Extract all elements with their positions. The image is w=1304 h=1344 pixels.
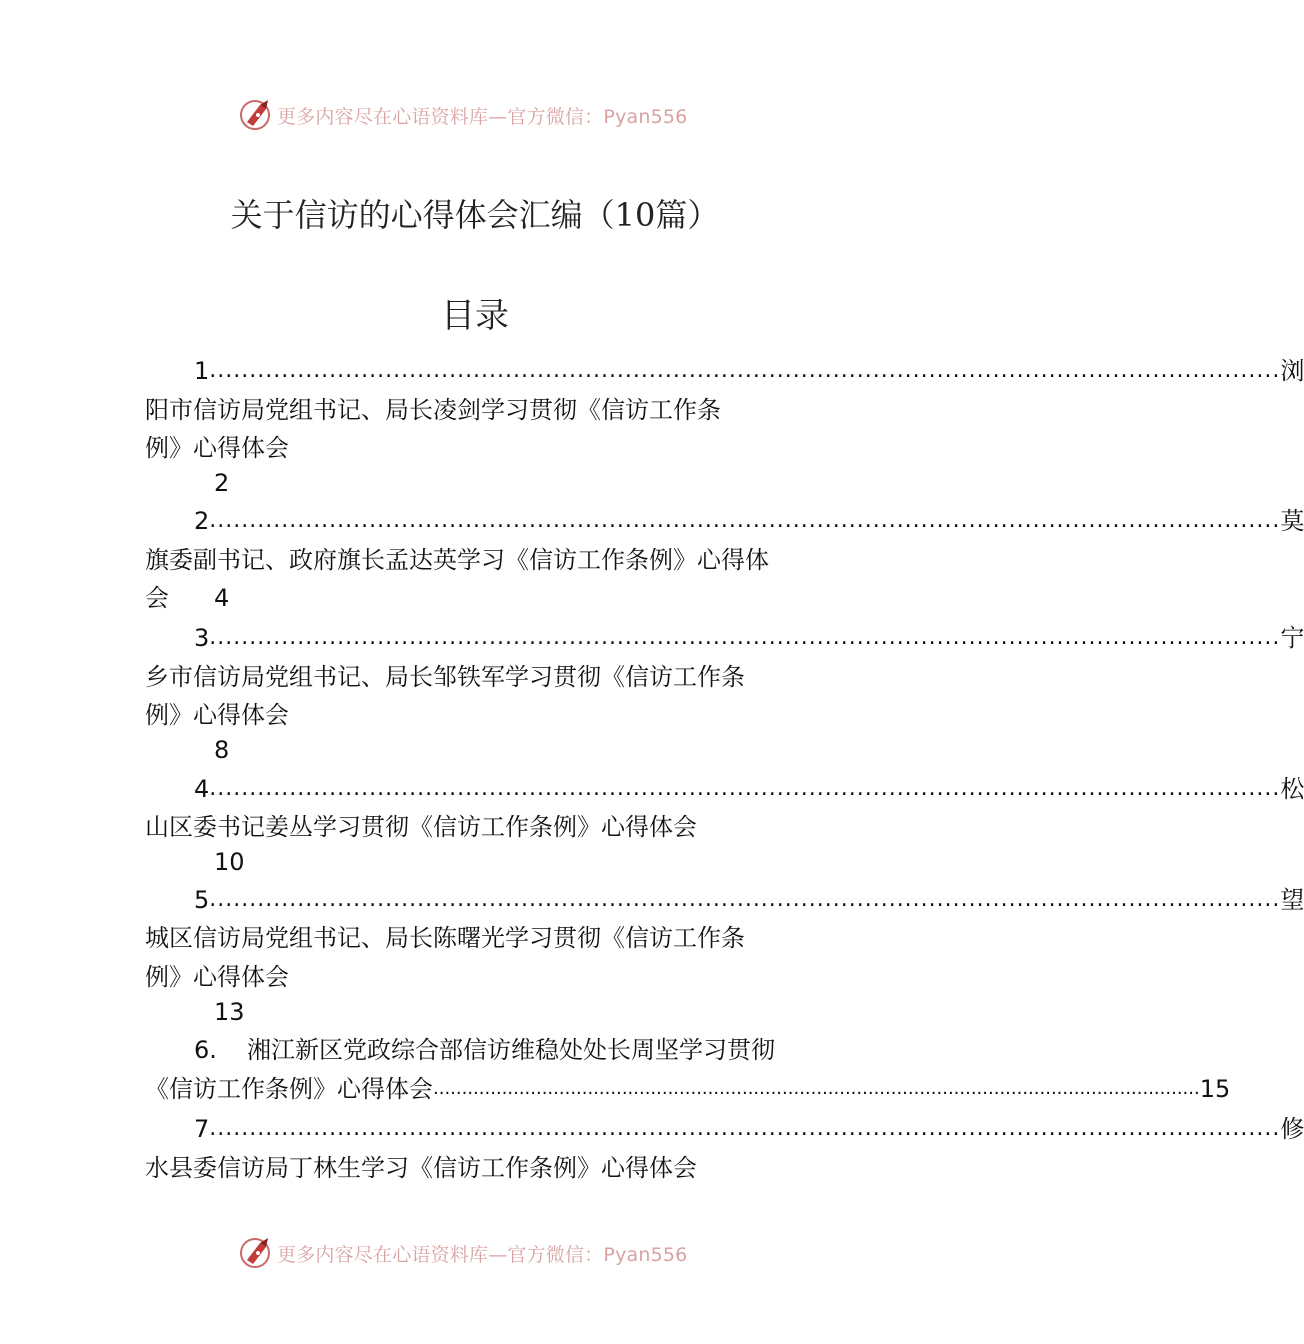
toc-entry-first-char: 宁: [1280, 624, 1304, 652]
toc-entry-6-page: 15: [1199, 1075, 1231, 1103]
toc-entry-number: 7: [194, 1115, 210, 1143]
toc-entry-1-lead[interactable]: [194, 356, 1304, 386]
toc-entry-number: 1: [194, 357, 210, 385]
banner-text: 更多内容尽在心语资料库—官方微信：Pyan556: [277, 106, 688, 128]
toc-leader-dots: ......................................................................................................................................: [209, 358, 1281, 383]
toc-entry-3-text: 例》心得体会: [145, 701, 289, 729]
footer-banner: [0, 1232, 950, 1276]
toc-entry-number: 5: [194, 886, 210, 914]
toc-entry-6-text[interactable]: 湘江新区党政综合部信访维稳处处长周坚学习贯彻: [247, 1036, 775, 1064]
toc-entry-5-lead[interactable]: [194, 885, 1304, 915]
toc-entry-6-text: 《信访工作条例》心得体会: [145, 1075, 433, 1103]
toc-entry-2-lead[interactable]: [194, 506, 1304, 536]
toc-entry-first-char: 望: [1280, 886, 1304, 914]
pen-nib-logo-icon: [238, 96, 274, 132]
toc-entry-first-char: 莫: [1280, 507, 1304, 535]
toc-leader-dots: ......................................................................................................................................: [209, 508, 1281, 533]
toc-entry-first-char: 修: [1280, 1115, 1304, 1143]
toc-entry-7-text: 水县委信访局丁林生学习《信访工作条例》心得体会: [145, 1154, 697, 1182]
toc-heading: 目录: [441, 296, 509, 336]
toc-entry-4-text: 山区委书记姜丛学习贯彻《信访工作条例》心得体会: [145, 813, 697, 841]
toc-entry-2-page: 4: [214, 584, 230, 612]
toc-entry-first-char: 松: [1280, 775, 1304, 803]
toc-entry-3-lead[interactable]: [194, 623, 1304, 653]
toc-entry-7-lead[interactable]: [194, 1114, 1304, 1144]
toc-entry-3-page: 8: [214, 736, 230, 764]
toc-entry-first-char: 浏: [1280, 357, 1304, 385]
toc-entry-number: 4: [194, 775, 210, 803]
toc-entry-6-number: 6.: [194, 1036, 217, 1064]
toc-entry-6-second-line[interactable]: [145, 1074, 1231, 1104]
toc-entry-5-page: 13: [214, 998, 245, 1026]
toc-entry-4-lead[interactable]: [194, 774, 1304, 804]
toc-entry-5-text: 城区信访局党组书记、局长陈曙光学习贯彻《信访工作条: [145, 924, 745, 952]
toc-entry-5-text: 例》心得体会: [145, 963, 289, 991]
header-banner: [0, 94, 950, 138]
toc-entry-2-text: 会: [145, 584, 169, 612]
toc-leader-dots: ......................................................................................................................................: [433, 1078, 1200, 1099]
pen-nib-logo-icon: [238, 1234, 274, 1270]
toc-entry-1-page: 2: [214, 469, 230, 497]
toc-entry-number: 3: [194, 624, 210, 652]
banner-text: 更多内容尽在心语资料库—官方微信：Pyan556: [277, 1244, 688, 1266]
toc-entry-1-text: 阳市信访局党组书记、局长凌剑学习贯彻《信访工作条: [145, 396, 721, 424]
toc-leader-dots: ......................................................................................................................................: [209, 1116, 1281, 1141]
toc-leader-dots: ......................................................................................................................................: [209, 776, 1281, 801]
toc-entry-3-text: 乡市信访局党组书记、局长邹铁军学习贯彻《信访工作条: [145, 663, 745, 691]
toc-leader-dots: ......................................................................................................................................: [209, 887, 1281, 912]
toc-leader-dots: ......................................................................................................................................: [209, 625, 1281, 650]
toc-entry-4-page: 10: [214, 848, 245, 876]
toc-entry-2-text: 旗委副书记、政府旗长孟达英学习《信访工作条例》心得体: [145, 546, 769, 574]
document-title: 关于信访的心得体会汇编（10篇）: [230, 196, 720, 234]
toc-entry-number: 2: [194, 507, 210, 535]
toc-entry-1-text: 例》心得体会: [145, 434, 289, 462]
